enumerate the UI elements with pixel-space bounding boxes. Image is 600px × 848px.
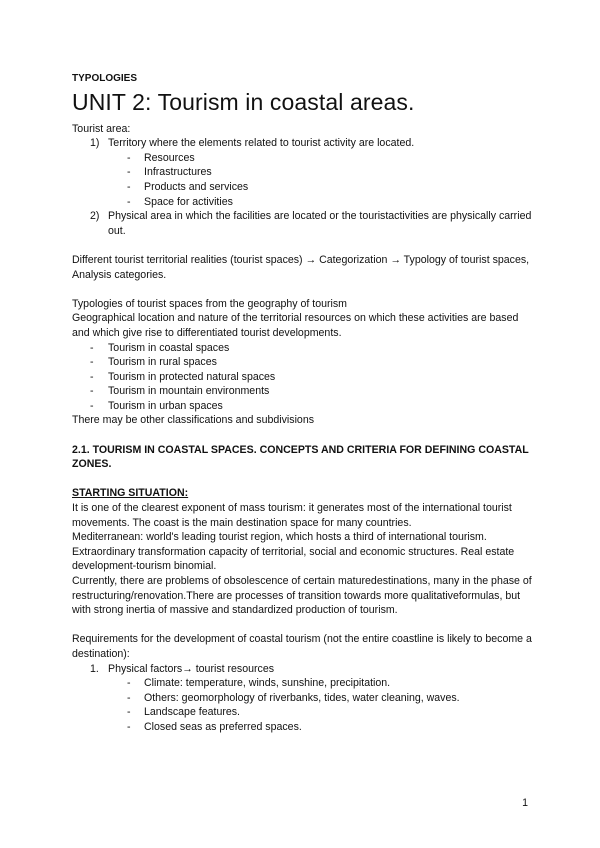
typologies-list [72, 341, 532, 414]
typologies-note: There may be other classifications and subdivisions [72, 414, 315, 427]
typologies-description: Geographical location and nature of the territorial resources on which these activities are based and which give rise to differentiated tourist developments. [72, 312, 519, 339]
list-item: - Climate: temperature, winds, sunshine, precipitation. [127, 677, 391, 690]
list-item: - Tourism in rural spaces [90, 356, 217, 369]
list-item: - Closed seas as preferred spaces. [127, 720, 302, 733]
paragraph: Extraordinary transformation capacity of territorial, social and economic structures. Real estate development-tourism binomial. [72, 545, 515, 573]
starting-situation-heading: STARTING SITUATION: [72, 487, 189, 500]
sub-list [72, 676, 532, 734]
list-item: - Landscape features. [127, 706, 241, 719]
list-item [72, 662, 532, 735]
requirements-intro: Requirements for the development of coastal tourism (not the entire coastline is likely to become a destination): [72, 633, 532, 660]
list-number: 1. [90, 662, 99, 675]
sub-list [72, 151, 532, 209]
list-item-text: Territory where the elements related to tourist activity are located. [108, 137, 415, 150]
list-item [72, 209, 532, 238]
paragraph: Currently, there are problems of obsolescence of certain maturedestinations, many in the phase of restructuring/renovation.There are processes of transition towards more qualitativeformulas, but with strong inertia of massive and standardized production of tourism. [72, 575, 532, 617]
list-item: - Tourism in urban spaces [90, 399, 223, 412]
paragraph: Mediterranean: world's leading tourist region, which hosts a third of international tourism. [72, 531, 487, 544]
list-item: - Others: geomorphology of riverbanks, tides, water cleaning, waves. [127, 691, 460, 704]
document-page [72, 72, 532, 735]
list-item: - Products and services [127, 180, 249, 193]
tourist-area-list [72, 136, 532, 238]
section-heading: 2.1. TOURISM IN COASTAL SPACES. CONCEPTS AND CRITERIA FOR DEFINING COASTAL ZONES. [72, 443, 529, 471]
list-item-text: Physical area in which the facilities are located or the touristactivities are physically carried out. [108, 210, 532, 237]
list-item [72, 136, 532, 209]
tourist-area-label: Tourist area: [72, 122, 131, 135]
list-item: - Tourism in mountain environments [90, 385, 270, 398]
category-label: TYPOLOGIES [72, 73, 138, 84]
list-item: - Infrastructures [127, 166, 212, 179]
list-item: - Tourism in coastal spaces [90, 341, 230, 354]
list-item: - Resources [127, 151, 195, 164]
requirements-list [72, 662, 532, 735]
list-item: - Space for activities [127, 195, 233, 208]
page-title: UNIT 2: Tourism in coastal areas. [72, 88, 415, 115]
list-item-text: Physical factors→ tourist resources [108, 662, 275, 675]
list-number: 2) [90, 210, 100, 223]
typologies-intro: Typologies of tourist spaces from the geography of tourism [72, 297, 347, 310]
page-number: 1 [522, 797, 528, 809]
realities-paragraph: Different tourist territorial realities (tourist spaces) → Categorization → Typology of tourist spaces, Analysis categories. [72, 253, 530, 281]
paragraph: It is one of the clearest exponent of mass tourism: it generates most of the international tourist movements. The coast is the main destination space for many countries. [72, 502, 512, 529]
list-item: - Tourism in protected natural spaces [90, 370, 276, 383]
list-number: 1) [90, 137, 100, 150]
